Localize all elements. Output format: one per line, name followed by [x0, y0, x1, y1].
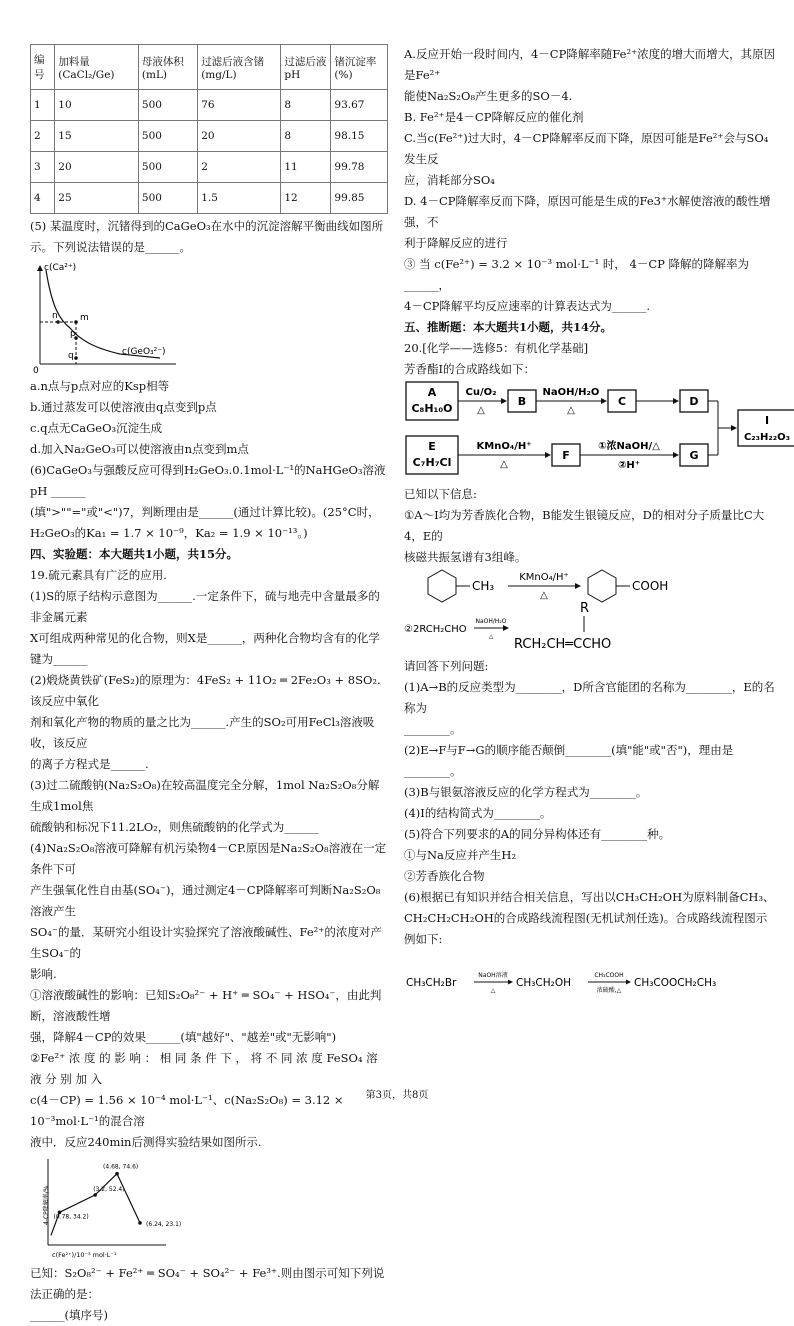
example-condition-1: △	[490, 987, 496, 994]
q19-part4-line6: 强，降解4－CP的效果______(填"越好"、"越差"或"无影响")	[30, 1030, 337, 1044]
data-label-3: (4.68, 74.6)	[103, 1163, 139, 1171]
table-cell: 15	[55, 121, 139, 152]
data-label-2: (3.2, 52.4)	[93, 1185, 125, 1193]
left-column	[30, 44, 390, 1326]
choice-c-line2: 应，消耗部分SO₄	[404, 173, 495, 187]
table-row	[31, 90, 388, 121]
question-19-title: 19.硫元素具有广泛的应用.	[30, 568, 167, 582]
table-row	[31, 152, 388, 183]
table-cell: 20	[55, 152, 139, 183]
choice-a-line2: 能使Na₂S₂O₈产生更多的SO－4.	[404, 89, 573, 103]
aldol-condition: △	[488, 633, 494, 640]
q20-2-line1: (2)E→F与F→G的顺序能否颠倒________(填"能"或"否")，理由是	[404, 743, 734, 757]
chart-y-axis-label: 4-CP降解率/%	[43, 1185, 50, 1225]
q20-3: (3)B与银氨溶液反应的化学方程式为________。	[404, 785, 648, 799]
page-footer: 第3页，共8页	[365, 1090, 429, 1101]
benzoic-acid-group: COOH	[632, 579, 669, 593]
choice-c-line1: C.当c(Fe²⁺)过大时，4－CP降解率反而下降，原因可能是Fe²⁺会与SO₄发生反	[404, 131, 769, 166]
table-cell: 500	[138, 90, 197, 121]
example-reagent-2: CH₃COOH	[594, 972, 624, 979]
synthesis-route-scheme	[404, 380, 791, 480]
compound-f-label: F	[562, 449, 570, 462]
toluene-methyl: CH₃	[472, 579, 495, 593]
degradation-rate-chart	[30, 1153, 182, 1263]
condition-f-to-g: ②H⁺	[617, 460, 641, 471]
q20-5-condition-2: ②芳香族化合物	[404, 869, 485, 883]
compound-c-label: C	[617, 395, 627, 408]
example-start: CH₃CH₂Br	[406, 977, 457, 989]
table-cell: 4	[31, 183, 55, 214]
q20-1-line2: ________。	[404, 722, 462, 736]
compound-e-formula: C₇H₇Cl	[412, 456, 452, 469]
q19-part1-line2: X可组成两种常见的化合物，则X是______，两种化合物均含有的化学键为______	[30, 631, 380, 666]
choice-b: B. Fe²⁺是4－CP降解反应的催化剂	[404, 110, 584, 124]
table-cell: 93.67	[331, 90, 388, 121]
q20-5: (5)符合下列要求的A的同分异构体还有________种。	[404, 827, 671, 841]
q19-part4-line4: 影响.	[30, 967, 57, 981]
condition-e-to-f: △	[500, 459, 508, 470]
q20-6-line2: CH₂CH₂CH₂OH的合成路线流程图(无机试剂任选)。合成路线流程图示例如下:	[404, 911, 768, 946]
aldol-reactant: ②2RCH₂CHO	[404, 624, 467, 635]
q19-part4-line5: ①溶液酸碱性的影响：已知S₂O₈²⁻ + H⁺ ═ SO₄⁻ + HSO₄⁻，由此判断，溶液酸性增	[30, 988, 382, 1023]
data-point-3	[115, 1172, 119, 1176]
table-row	[31, 183, 388, 214]
point-p-label: p	[70, 329, 76, 339]
choice-a-line1: A.反应开始一段时间内，4－CP降解率随Fe²⁺浓度的增大而增大，其原因是Fe²⁺	[404, 47, 776, 82]
choice-d-line2: 利于降解反应的进行	[404, 236, 508, 250]
q20-4: (4)I的结构简式为________。	[404, 806, 552, 820]
q19-part3-line1: (3)过二硫酸钠(Na₂S₂O₈)在较高温度完全分解，1mol Na₂S₂O₈分解生成1mol焦	[30, 778, 380, 813]
data-label-4: (6.24, 23.1)	[146, 1220, 182, 1228]
q19-part2-line3: 的离子方程式是______.	[30, 757, 149, 771]
compound-a-formula: C₈H₁₀O	[411, 402, 453, 415]
right-column	[404, 44, 791, 1010]
germanium-precipitation-table	[30, 44, 388, 214]
table-header-cell: 锗沉淀率(%)	[331, 45, 388, 90]
reagent-a-to-b: Cu/O₂	[465, 387, 497, 398]
q20-5-condition-1: ①与Na反应并产生H₂	[404, 848, 517, 862]
option-a: a.n点与p点对应的Ksp相等	[30, 379, 170, 393]
q19-part4-3-line2: 4－CP降解平均反应速率的计算表达式为______.	[404, 299, 651, 313]
info-1-line1: ①A～I均为芳香族化合物，B能发生银镜反应，D的相对分子质量比C大4，E的	[404, 508, 765, 543]
question-20-intro: 芳香酯I的合成路线如下：	[404, 362, 536, 376]
table-cell: 98.15	[331, 121, 388, 152]
example-product: CH₃COOCH₂CH₃	[634, 977, 717, 989]
reagent-e-to-f: KMnO₄/H⁺	[476, 441, 532, 452]
reagent-f-to-g: ①浓NaOH/△	[598, 441, 660, 452]
compound-e-label: E	[428, 440, 436, 453]
table-cell: 11	[281, 152, 331, 183]
table-cell: 8	[281, 121, 331, 152]
q19-part1-line1: (1)S的原子结构示意图为______.一定条件下，硫与地壳中含量最多的非金属元素	[30, 589, 380, 624]
compound-i-formula: C₂₃H₂₂O₃	[743, 432, 791, 443]
example-reagent-1: NaOH溶液	[478, 972, 508, 979]
table-header-cell: 过滤后液含锗(mg/L)	[198, 45, 281, 90]
table-cell: 99.78	[331, 152, 388, 183]
questions-heading: 请回答下列问题:	[404, 659, 489, 673]
point-n-label: n	[52, 311, 58, 321]
q19-part4-line11: ______(填序号)	[30, 1308, 108, 1322]
question-20-title: 20.[化学——选修5：有机化学基础]	[404, 341, 589, 355]
table-cell: 3	[31, 152, 55, 183]
option-b: b.通过蒸发可以使溶液由q点变到p点	[30, 400, 217, 414]
compound-b-label: B	[517, 395, 527, 408]
table-cell: 76	[198, 90, 281, 121]
equilibrium-curve	[46, 270, 160, 358]
question-6-line-2: (填">""="或"<")7，判断理由是______(通过计算比较)。(25°C时，	[30, 505, 380, 519]
reagent-b-to-c: NaOH/H₂O	[542, 387, 600, 398]
data-point-4	[138, 1221, 142, 1225]
example-condition-2: 浓硫酸,△	[596, 987, 622, 994]
oxidation-reagent: KMnO₄/H⁺	[519, 572, 569, 583]
q19-part3-line2: 硫酸钠和标况下11.2LO₂，则焦硫酸钠的化学式为______	[30, 820, 319, 834]
condition-a-to-b: △	[477, 405, 485, 416]
q19-part4-line9: 液中．反应240min后测得实验结果如图所示.	[30, 1135, 262, 1149]
q19-part4-line1: (4)Na₂S₂O₈溶液可降解有机污染物4－CP.原因是Na₂S₂O₈溶液在一定条件下可	[30, 841, 387, 876]
solubility-curve-figure	[30, 258, 180, 376]
compound-i-label: I	[764, 414, 770, 427]
table-cell: 12	[281, 183, 331, 214]
question-6-line-3: H₂GeO₃的Ka₁ = 1.7 × 10⁻⁹，Ka₂ = 1.9 × 10⁻¹³。)	[30, 526, 308, 540]
data-point-2	[93, 1193, 97, 1197]
table-cell: 8	[281, 90, 331, 121]
q19-part2-line1: (2)煅烧黄铁矿(FeS₂)的原理为：4FeS₂ + 11O₂ ═ 2Fe₂O₃ + 8SO₂.该反应中氧化	[30, 673, 381, 708]
section-4-heading: 四、实验题：本大题共1小题，共15分。	[30, 547, 239, 561]
q20-6-line1: (6)根据已有知识并结合相关信息，写出以CH₃CH₂OH为原料制备CH₃、	[404, 890, 775, 904]
choice-d-line1: D. 4－CP降解率反而下降，原因可能是生成的Fe3⁺水解使溶液的酸性增强，不	[404, 194, 771, 229]
table-cell: 99.85	[331, 183, 388, 214]
table-header-cell: 过滤后液pH	[281, 45, 331, 90]
option-d: d.加入Na₂GeO₃可以使溶液由n点变到m点	[30, 442, 249, 456]
q19-part4-line8: c(4－CP) = 1.56 × 10⁻⁴ mol·L⁻¹、c(Na₂S₂O₈) = 3.12 × 10⁻³mol·L⁻¹的混合溶	[30, 1093, 344, 1128]
table-cell: 20	[198, 121, 281, 152]
known-reactions-figure	[404, 568, 776, 656]
aldol-product: RCH₂CH═CCHO	[514, 637, 612, 652]
question-6-line-1: (6)CaGeO₃与强酸反应可得到H₂GeO₃.0.1mol·L⁻¹的NaHGeO₃溶液pH ______	[30, 463, 386, 498]
degradation-curve	[51, 1174, 140, 1236]
data-label-1: (0.78, 34.2)	[53, 1213, 89, 1221]
compound-a-label: A	[427, 386, 437, 399]
q19-part4-3-line1: ③ 当 c(Fe²⁺) = 3.2 × 10⁻³ mol·L⁻¹ 时， 4－CP 降解的降解率为______，	[404, 257, 750, 292]
x-axis-label: c(GeO₃²⁻)	[122, 347, 166, 357]
table-cell: 10	[55, 90, 139, 121]
q19-part4-line2: 产生强氧化性自由基(SO₄⁻)，通过测定4－CP降解率可判断Na₂S₂O₈溶液产生	[30, 883, 381, 918]
point-q-marker	[74, 356, 78, 360]
q20-2-line2: ________。	[404, 764, 462, 778]
table-header-cell: 加料量(CaCl₂/Ge)	[55, 45, 139, 90]
table-cell: 2	[31, 121, 55, 152]
q19-part4-line3: SO₄⁻的量．某研究小组设计实验探究了溶液酸碱性、Fe²⁺的浓度对产生SO₄⁻的	[30, 925, 382, 960]
aldol-reagent: NaOH/H₂O	[475, 618, 507, 625]
aldol-r-group: R	[580, 601, 590, 616]
oxidation-condition: △	[540, 590, 548, 601]
table-header-cell: 编号	[31, 45, 55, 90]
info-1-line2: 核磁共振氢谱有3组峰。	[404, 550, 527, 564]
table-header-cell: 母液体积(mL)	[138, 45, 197, 90]
example-route-figure	[404, 960, 776, 1010]
table-cell: 500	[138, 121, 197, 152]
table-row	[31, 121, 388, 152]
compound-d-label: D	[689, 395, 699, 408]
toluene-ring-icon	[428, 570, 456, 602]
example-middle: CH₃CH₂OH	[516, 977, 572, 989]
point-m-marker	[74, 320, 78, 324]
q19-part4-line7: ②Fe²⁺ 浓 度 的 影 响 ： 相 同 条 件 下 ， 将 不 同 浓 度 FeSO₄ 溶 液 分 别 加 入	[30, 1051, 378, 1086]
table-cell: 2	[198, 152, 281, 183]
section-5-heading: 五、推断题：本大题共1小题，共14分。	[404, 320, 613, 334]
origin-label: 0	[33, 366, 39, 376]
table-header-row	[31, 45, 388, 90]
point-m-label: m	[80, 313, 89, 323]
q19-part4-line10: 已知：S₂O₈²⁻ + Fe²⁺ ═ SO₄⁻ + SO₄²⁻ + Fe³⁺.则由图示可知下列说法正确的是：	[30, 1266, 385, 1301]
point-q-label: q	[68, 351, 74, 361]
info-heading: 已知以下信息:	[404, 487, 477, 501]
condition-b-to-c: △	[567, 405, 575, 416]
y-axis-label: c(Ca²⁺)	[44, 263, 77, 273]
compound-g-label: G	[689, 449, 699, 462]
question-5-line-1: (5) 某温度时，沉锗得到的CaGeO₃在水中的沉淀溶解平衡曲线如图所示。下列说法错误的是______。	[30, 219, 384, 254]
benzoic-acid-ring-icon	[588, 570, 616, 602]
chart-x-axis-label: c(Fe²⁺)/10⁻³ mol·L⁻¹	[52, 1251, 117, 1259]
q19-part2-line2: 剂和氧化产物的物质的量之比为______.产生的SO₂可用FeCl₃溶液吸收，该反应	[30, 715, 375, 750]
q20-1-line1: (1)A→B的反应类型为________，D所含官能团的名称为________，E的名称为	[404, 680, 775, 715]
table-cell: 25	[55, 183, 139, 214]
table-cell: 1	[31, 90, 55, 121]
table-cell: 500	[138, 152, 197, 183]
option-c: c.q点无CaGeO₃沉淀生成	[30, 421, 163, 435]
table-cell: 500	[138, 183, 197, 214]
table-cell: 1.5	[198, 183, 281, 214]
